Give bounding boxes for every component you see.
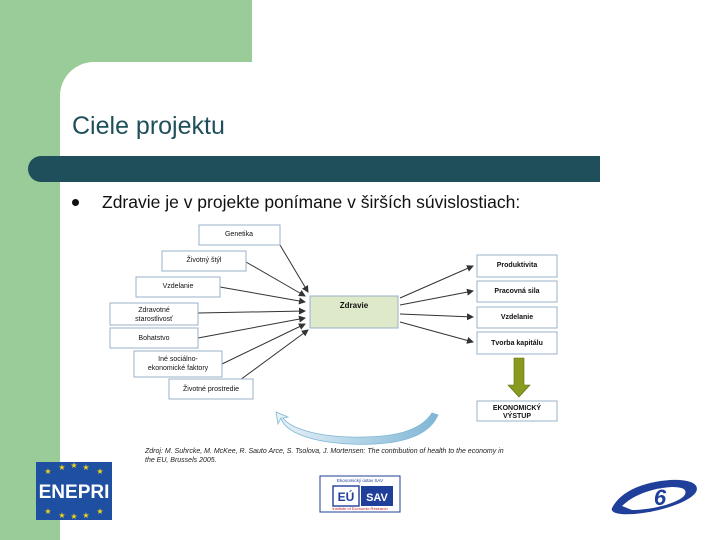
- svg-text:★: ★: [44, 467, 52, 476]
- box-ine-faktory: [134, 351, 222, 377]
- source-caption: [145, 447, 545, 465]
- bullet-text: Zdravie je v projekte ponímane v širších súvislostiach:: [102, 192, 521, 212]
- svg-text:★: ★: [82, 511, 90, 520]
- svg-text:★: ★: [58, 511, 66, 520]
- sav-logo: [320, 476, 400, 512]
- svg-text:★: ★: [82, 463, 90, 472]
- arrow-vzdelanie: [220, 287, 305, 302]
- source-line-2: the EU, Brussels 2005.: [145, 457, 217, 464]
- label-ekonomicke-faktory: ekonomické faktory: [147, 365, 209, 372]
- label-vzdelanie: Vzdelanie: [162, 283, 194, 290]
- framework-programme-6-logo: [612, 480, 697, 514]
- arrow-bohatstvo: [198, 318, 305, 338]
- down-arrow-icon: [508, 358, 530, 397]
- arrow-vzdelanie-out: [400, 314, 473, 317]
- svg-text:★: ★: [70, 512, 78, 521]
- enepri-logo: [36, 461, 112, 521]
- label-zdravie: Zdravie: [339, 301, 369, 310]
- svg-text:★: ★: [70, 461, 78, 470]
- svg-text:★: ★: [58, 463, 66, 472]
- label-zdravotne: Zdravotné: [138, 307, 170, 314]
- svg-text:★: ★: [96, 507, 104, 516]
- sav-logo-eu: EÚ: [337, 490, 355, 504]
- label-ekonomicky: EKONOMICKÝ: [492, 405, 542, 412]
- slide-title: Ciele projektu: [72, 112, 225, 140]
- enepri-logo-text: ENEPRI: [38, 482, 110, 503]
- svg-text:★: ★: [44, 507, 52, 516]
- label-vzdelanie-out: Vzdelanie: [500, 314, 534, 321]
- arrow-tvorba-kapitalu: [400, 322, 473, 342]
- label-ine-socialno: Iné sociálno-: [158, 356, 198, 363]
- arrow-genetika: [280, 245, 308, 292]
- label-starostlivost: starostlivosť: [135, 316, 173, 323]
- sav-logo-sav: SAV: [366, 492, 388, 504]
- label-vystup: VÝSTUP: [502, 413, 532, 420]
- sav-logo-top-text: Ekonomický ústav SAV: [336, 478, 384, 483]
- label-zivotne-prostredie: Životné prostredie: [182, 386, 240, 393]
- arrow-ine-faktory: [222, 324, 305, 364]
- label-bohatstvo: Bohatstvo: [138, 335, 170, 342]
- arrow-zdravotne: [198, 311, 305, 313]
- label-zivotny-styl: Životný štýl: [186, 257, 222, 264]
- source-line-1: Zdroj: M. Suhrcke, M. McKee, R. Sauto Arce, S. Tsolova, J. Mortensen: The contribution of health to the economy in: [145, 448, 504, 455]
- label-produktivita: Produktivita: [496, 262, 538, 269]
- arrow-zivotne-prostredie: [240, 330, 308, 380]
- svg-text:★: ★: [96, 467, 104, 476]
- arrow-zivotny-styl: [246, 262, 305, 296]
- fp6-number-icon: 6: [653, 485, 667, 510]
- label-pracovna-sila: Pracovná sila: [494, 288, 540, 295]
- label-tvorba-kapitalu: Tvorba kapitálu: [491, 340, 543, 347]
- label-genetika: Genetika: [224, 231, 254, 238]
- sav-logo-bottom-text: Institute of Economic Research: [332, 506, 388, 511]
- feedback-cycle-arrow-icon: [276, 412, 438, 444]
